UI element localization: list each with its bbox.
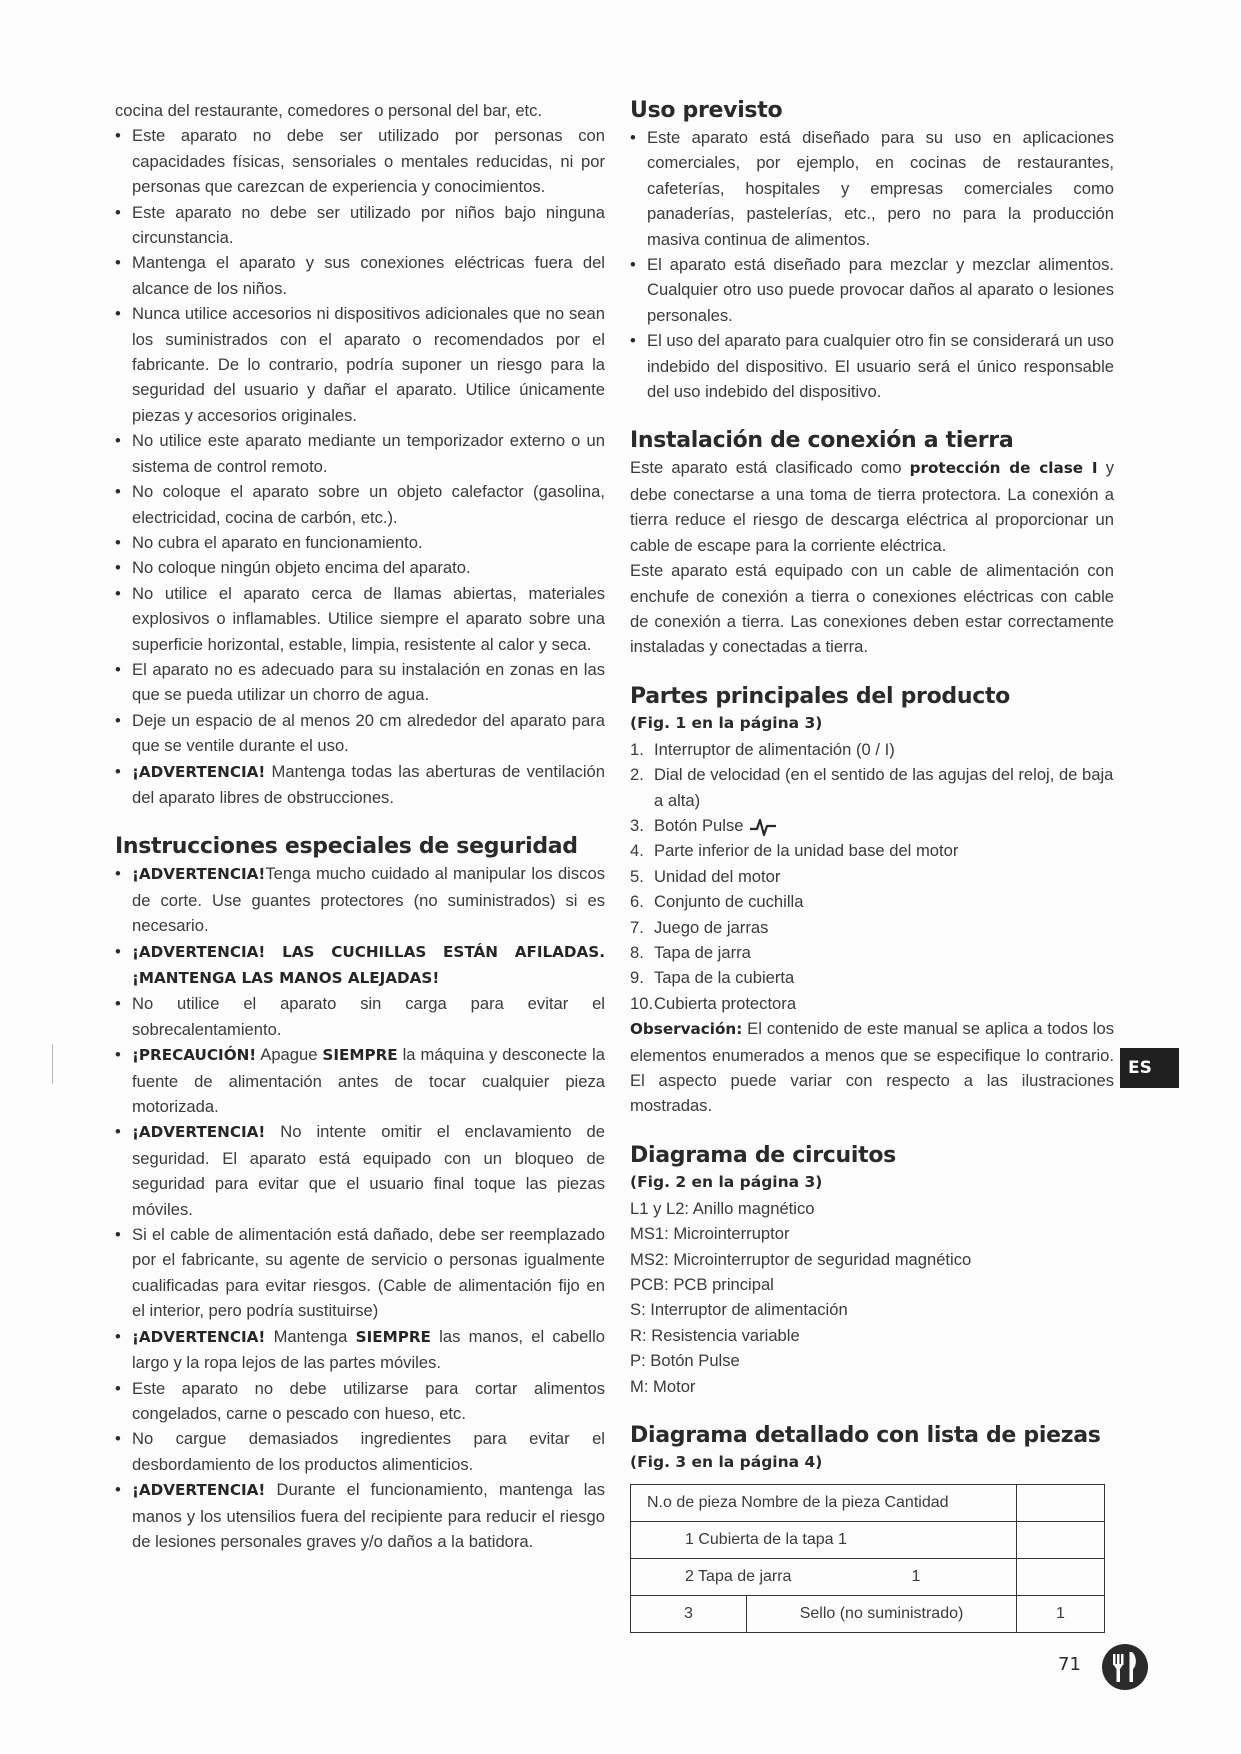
right-column [630,98,1114,1633]
hands-text-after: las manos, el cabello largo y la ropa lejos de las partes móviles. [132,1326,605,1373]
intro-text: cocina del restaurante, comedores o personal del bar, etc. [115,101,543,120]
item-number: 3. [630,815,644,835]
list-item [630,915,1114,940]
list-item: M: Motor [630,1376,696,1396]
item-number: 1. [630,739,644,759]
item-text: Tapa de jarra [654,942,751,962]
caution-text-after: la máquina y desconecte la fuente de alimentación antes de tocar cualquier pieza motorizada. [132,1045,605,1117]
exploded-figref: (Fig. 3 en la página 4) [630,1453,823,1472]
list-item: • No utilice el aparato cerca de llamas abiertas, materiales explosivos o inflamables. Utilice siempre el aparato sobre una superficie horizontal, estable, limpia, resistente al calor y seca. [115,581,605,657]
list-item [630,813,1114,838]
table-cell: 1 Cubierta de la tapa 1 [631,1522,1017,1559]
circuit-heading: Diagrama de circuitos [630,1142,896,1168]
note-label: Observación: [630,1020,743,1039]
main-parts-figref: (Fig. 1 en la página 3) [630,713,823,732]
list-item [630,838,1114,863]
list-item: • El uso del aparato para cualquier otro fin se considerará un uso indebido del dispositivo. El usuario será el único responsable del uso indebido del dispositivo. [630,328,1114,404]
list-item: • Este aparato no debe ser utilizado por personas con capacidades físicas, sensoriales o mentales reducidas, ni por personas que carezcan de experiencia y conocimientos. [115,123,605,199]
margin-line [52,1044,53,1084]
list-item: • Este aparato está diseñado para su uso en aplicaciones comerciales, por ejemplo, en cocinas de restaurantes, cafeterías, hospitales y empresas comerciales como panaderías, pastelerías, etc., pero no para la producción masiva continua de alimentos. [630,125,1114,252]
page-number: 71 [1058,1654,1081,1675]
main-parts-heading: Partes principales del producto [630,683,1010,709]
warning-text: Durante el funcionamiento, mantenga las manos y los utensilios fuera del recipiente para reducir el riesgo de lesiones personales graves y/o daños a la batidora. [132,1480,605,1551]
item-text: Botón Pulse [654,815,744,835]
list-item: • El aparato está diseñado para mezclar y mezclar alimentos. Cualquier otro uso puede provocar daños al aparato o lesiones personales. [630,252,1114,328]
list-item [630,737,1114,762]
list-item: • Este aparato no debe utilizarse para cortar alimentos congelados, carne o pescado con hueso, etc. [115,1376,605,1427]
list-item [630,762,1114,813]
exploded-heading: Diagrama detallado con lista de piezas [630,1423,1101,1449]
intended-use-list [630,125,1114,404]
item-number: 2. [630,765,644,785]
special-safety-list [115,861,605,1554]
table-cell [1017,1559,1105,1596]
list-item: MS1: Microinterruptor [630,1224,790,1244]
caution-emph: SIEMPRE [322,1046,398,1065]
cutlery-icon [1100,1642,1150,1692]
main-parts-list [630,737,1114,1016]
table-cell [1017,1485,1105,1522]
warning-label: ¡ADVERTENCIA! [132,1327,266,1346]
list-item: MS2: Microinterruptor de seguridad magnético [630,1249,972,1269]
list-item [115,939,605,992]
caution-text-before: Apague [256,1045,323,1065]
list-item [115,1477,605,1554]
item-number: 4. [630,841,644,861]
hands-emph: SIEMPRE [355,1327,431,1346]
list-item [115,1119,605,1222]
list-item [115,1042,605,1119]
earthing-paragraph-2: Este aparato está equipado con un cable de alimentación con enchufe de conexión a tierra o conexiones eléctricas con cable de conexión a tierra. Las conexiones deben estar correctamente instaladas y conectadas a tierra. [630,561,1114,657]
list-item [630,991,1114,1016]
table-cell [631,1559,1017,1596]
item-text: Cubierta protectora [654,993,797,1013]
item-number: 10. [630,993,654,1013]
warning-text: No intente omitir el enclavamiento de seguridad. El aparato está equipado con un bloqueo de seguridad para evitar que el usuario final toque las piezas móviles. [132,1122,605,1219]
circuit-list [630,1196,1114,1399]
item-text: Parte inferior de la unidad base del motor [654,841,959,861]
earthing-text-before: Este aparato está clasificado como [630,458,910,478]
list-item: • Deje un espacio de al menos 20 cm alrededor del aparato para que se ventile durante el uso. [115,708,605,759]
list-item: P: Botón Pulse [630,1351,740,1371]
warning-label: ¡ADVERTENCIA! [132,1123,266,1142]
row2-qty: 1 [911,1568,921,1586]
caution-label: ¡PRECAUCIÓN! [132,1046,257,1065]
warning-text: Tenga mucho cuidado al manipular los discos de corte. Use guantes protectores (no suministrados) si es necesario. [132,864,605,936]
item-text: Tapa de la cubierta [654,968,795,988]
list-item: • No utilice este aparato mediante un temporizador externo o un sistema de control remoto. [115,428,605,479]
list-item: • Si el cable de alimentación está dañado, debe ser reemplazado por el fabricante, su agente de servicio o personas igualmente cualificadas para evitar riesgos. (Cable de alimentación fijo en el interior, pero podría sustituirse) [115,1222,605,1324]
list-item: • No utilice el aparato sin carga para evitar el sobrecalentamiento. [115,991,605,1042]
list-item [630,940,1114,965]
list-item [115,861,605,938]
list-item: • Este aparato no debe ser utilizado por niños bajo ninguna circunstancia. [115,200,605,251]
earthing-text-after: y debe conectarse a una toma de tierra protectora. La conexión a tierra reduce el riesgo de descarga eléctrica al proporcionar un cable de escape para la corriente eléctrica. [630,458,1114,555]
item-text: Juego de jarras [654,917,769,937]
list-item: • No cargue demasiados ingredientes para evitar el desbordamiento de los productos alimenticios. [115,1426,605,1477]
observation-note [630,1016,1114,1119]
table-cell: 1 [1017,1596,1105,1633]
list-item [630,965,1114,990]
left-column [115,98,605,1554]
list-item: R: Resistencia variable [630,1325,800,1345]
table-row [631,1485,1105,1522]
row2-name: 2 Tapa de jarra [685,1568,792,1586]
table-cell: Sello (no suministrado) [747,1596,1017,1633]
table-cell [1017,1522,1105,1559]
item-number: 7. [630,917,644,937]
table-row [631,1522,1105,1559]
item-text: Dial de velocidad (en el sentido de las agujas del reloj, de baja a alta) [654,765,1114,810]
warning-text: Mantenga todas las aberturas de ventilación del aparato libres de obstrucciones. [132,761,605,807]
item-number: 9. [630,968,644,988]
list-item: • El aparato no es adecuado para su instalación en zonas en las que se pueda utilizar un chorro de agua. [115,657,605,708]
intended-use-heading: Uso previsto [630,98,783,123]
list-item: • No coloque ningún objeto encima del aparato. [115,555,605,580]
earthing-paragraph-1 [630,455,1114,558]
table-row [631,1596,1105,1633]
list-item [630,864,1114,889]
blades-warning: ¡ADVERTENCIA! LAS CUCHILLAS ESTÁN AFILADAS. ¡MANTENGA LAS MANOS ALEJADAS! [132,942,605,987]
table-header-cell: N.o de pieza Nombre de la pieza Cantidad [631,1485,1017,1522]
table-cell: 3 [631,1596,747,1633]
item-number: 8. [630,942,644,962]
hands-text-before: Mantenga [265,1326,356,1346]
pulse-icon [749,817,777,837]
parts-table [630,1484,1105,1633]
note-text: El contenido de este manual se aplica a todos los elementos enumerados a menos que se especifique lo contrario. El aspecto puede variar con respecto a las ilustraciones mostradas. [630,1019,1114,1116]
list-item: PCB: PCB principal [630,1275,774,1295]
list-item: L1 y L2: Anillo magnético [630,1198,815,1218]
list-item: • No cubra el aparato en funcionamiento. [115,530,605,555]
class-i-emph: protección de clase I [909,459,1098,478]
list-item: • No coloque el aparato sobre un objeto calefactor (gasolina, electricidad, cocina de carbón, etc.). [115,479,605,530]
warning-label: ¡ADVERTENCIA! [132,1481,266,1500]
item-text: Interruptor de alimentación (0 / I) [654,739,895,759]
list-item [630,889,1114,914]
special-safety-heading: Instrucciones especiales de seguridad [115,834,578,860]
warning-label: ¡ADVERTENCIA! [132,762,266,781]
warning-label: ¡ADVERTENCIA! [132,865,266,884]
item-number: 6. [630,892,644,912]
list-item: • Nunca utilice accesorios ni dispositivos adicionales que no sean los suministrados con el aparato o recomendados por el fabricante. De lo contrario, podría suponer un riesgo para la seguridad del usuario y dañar el aparato. Utilice únicamente piezas y accesorios originales. [115,301,605,428]
table-row [631,1559,1105,1596]
list-item: S: Interruptor de alimentación [630,1300,848,1320]
earthing-heading: Instalación de conexión a tierra [630,428,1014,454]
item-number: 5. [630,866,644,886]
ventilation-warning [115,759,605,811]
item-text: Unidad del motor [654,866,781,886]
general-safety-list [115,123,605,810]
circuit-figref: (Fig. 2 en la página 3) [630,1172,823,1191]
list-item [115,1324,605,1376]
item-text: Conjunto de cuchilla [654,892,804,912]
list-item: • Mantenga el aparato y sus conexiones eléctricas fuera del alcance de los niños. [115,250,605,301]
language-tab: ES [1120,1048,1179,1088]
